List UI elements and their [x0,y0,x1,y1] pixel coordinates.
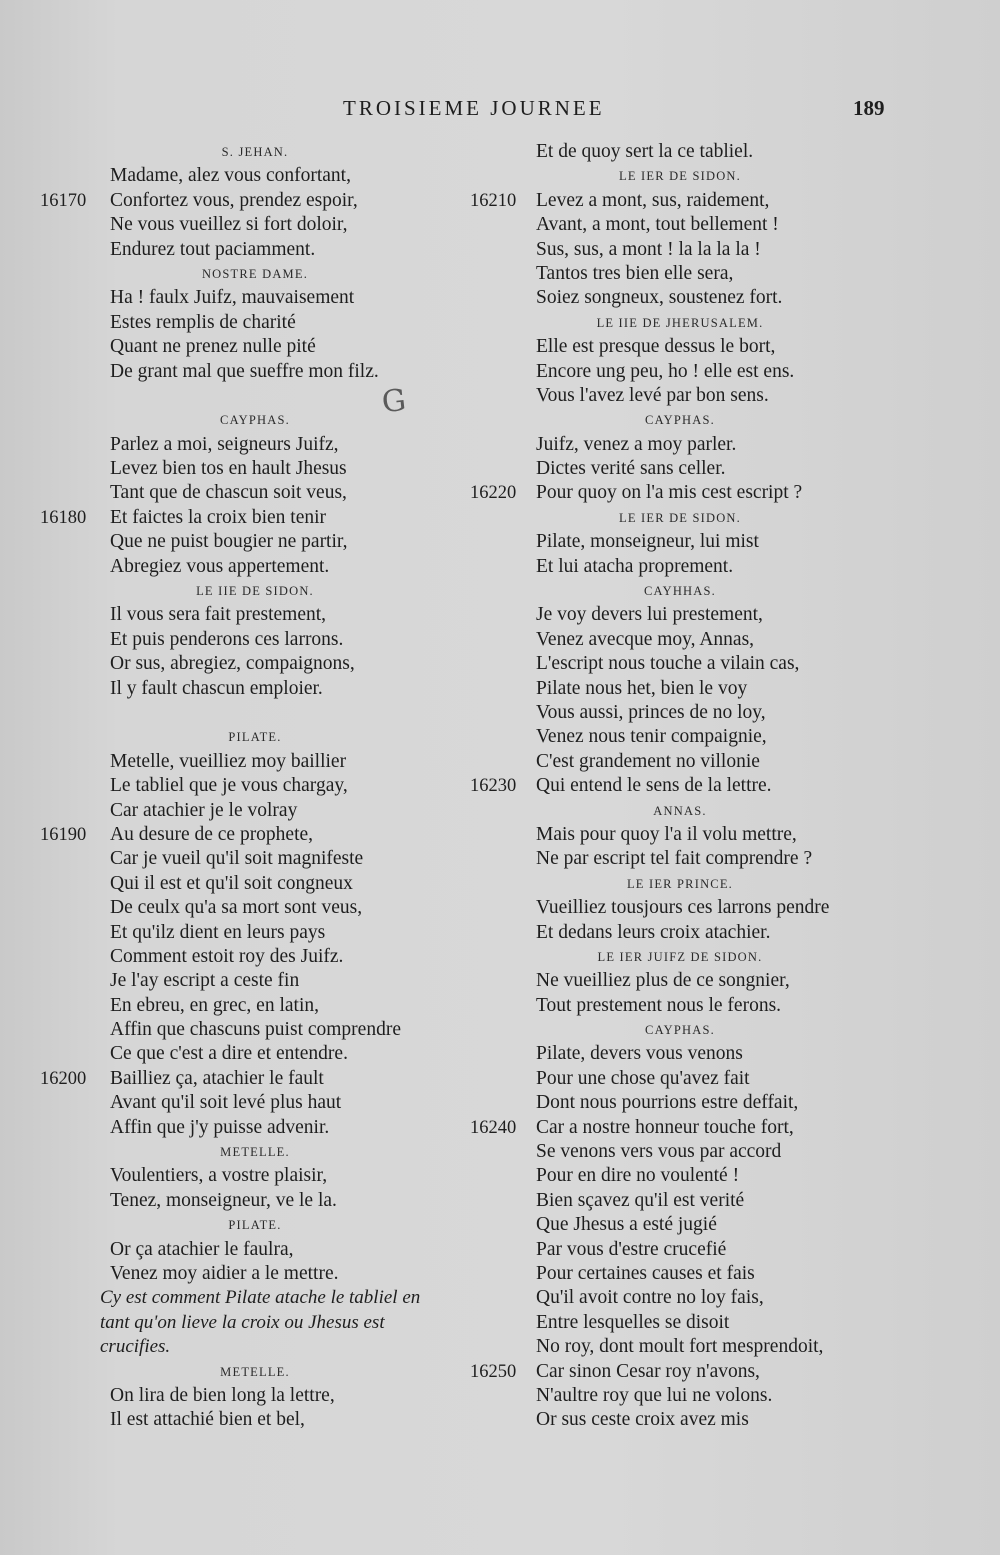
stage-direction [40,1311,470,1335]
line-text: Parlez a moi, seigneurs Juifz, [110,433,339,455]
verse-line [470,969,890,993]
line-text: Pour quoy on l'a mis cest escript ? [536,482,803,504]
verse-line [470,725,890,749]
line-text: Au desure de ce prophete, [110,823,314,845]
line-text: Entre lesquelles se disoit [536,1311,730,1333]
page-header [0,96,1000,126]
verse-line [40,433,470,457]
verse-line [470,750,890,774]
line-text: Il y fault chascun emploier. [110,677,323,699]
line-text: METELLE. [220,1364,290,1379]
line-text: Pilate, devers vous venons [536,1043,743,1065]
line-text: Et dedans leurs croix atachier. [536,921,771,943]
line-text: Il est attachié bien et bel, [110,1409,305,1431]
line-text: Pour une chose qu'avez fait [536,1067,750,1089]
verse-line [470,433,890,457]
line-text: Et puis penderons ces larrons. [110,628,344,650]
line-text: Metelle, vueilliez moy baillier [110,750,347,772]
verse-line [470,774,890,798]
verse-line [470,384,890,408]
speaker-name [470,945,890,969]
line-text: C'est grandement no villonie [536,750,760,772]
line-text: LE IER PRINCE. [626,876,734,891]
line-text: Et qu'ilz dient en leurs pays [110,921,326,943]
line-text: LE IIE DE SIDON. [196,584,314,599]
verse-line [470,213,890,237]
line-text: Car je vueil qu'il soit magnifeste [110,848,364,870]
line-text: Car atachier je le volray [110,799,298,821]
line-text: Que Jhesus a esté jugié [536,1214,717,1236]
verse-line [40,1384,470,1408]
line-number: 16250 [470,1361,517,1382]
line-text: Elle est presque dessus le bort, [536,336,776,358]
line-text: PILATE. [228,730,282,745]
line-text: Bailliez ça, atachier le fault [110,1067,324,1089]
line-text: NOSTRE DAME. [201,266,309,281]
verse-line [40,1091,470,1115]
verse-line [470,457,890,481]
line-text: Affin que chascuns puist comprendre [110,1019,401,1041]
stage-direction [40,1286,470,1310]
line-text: En ebreu, en grec, en latin, [110,994,319,1016]
verse-line [40,213,470,237]
line-text: Endurez tout paciamment. [110,238,316,260]
verse-line [470,1408,890,1432]
line-text: Vueilliez tousjours ces larrons pendre [536,897,830,919]
line-number: 16220 [470,483,517,504]
line-text: LE IIE DE JHERUSALEM. [596,315,764,330]
line-text: Voulentiers, a vostre plaisir, [110,1165,328,1187]
verse-line [40,750,470,774]
verse-line [40,799,470,823]
verse-line [470,603,890,627]
verse-line [470,1116,890,1140]
line-text: Affin que j'y puisse advenir. [110,1116,330,1138]
line-text: CAYPHAS. [645,1023,715,1038]
verse-line [470,360,890,384]
right-column [470,140,890,1433]
verse-line [40,555,470,579]
verse-line [470,921,890,945]
verse-line [470,701,890,725]
line-text: Qui il est et qu'il soit congneux [110,872,353,894]
speaker-name [40,725,470,749]
line-text: Je l'ay escript a ceste fin [110,970,300,992]
verse-line [470,1140,890,1164]
verse-line [40,457,470,481]
line-text: Avant, a mont, tout bellement ! [536,214,779,236]
verse-line [40,1018,470,1042]
line-text: Tant que de chascun soit veus, [110,482,347,504]
verse-line [40,1262,470,1286]
line-text: LE IER JUIFZ DE SIDON. [597,949,763,964]
line-text: PILATE. [228,1218,282,1233]
line-text: Qu'il avoit contre no loy fais, [536,1287,764,1309]
line-text: Dictes verité sans celler. [536,458,726,480]
verse-line [470,189,890,213]
line-text: Tenez, monseigneur, ve le la. [110,1189,337,1211]
line-text: ANNAS. [653,803,707,818]
speaker-name [40,1140,470,1164]
verse-line [40,628,470,652]
speaker-name [470,164,890,188]
line-text: Le tabliel que je vous chargay, [110,775,348,797]
line-text: Levez bien tos en hault Jhesus [110,458,347,480]
line-text: Encore ung peu, ho ! elle est ens. [536,360,795,382]
stage-direction [40,1335,470,1359]
line-text: Vous l'avez levé par bon sens. [536,384,769,406]
verse-line [40,847,470,871]
verse-line [40,1408,470,1432]
verse-line [470,896,890,920]
speaker-name [470,579,890,603]
verse-line [470,481,890,505]
line-number: 16210 [470,190,517,211]
line-text: Pilate nous het, bien le voy [536,677,748,699]
line-text: Car a nostre honneur touche fort, [536,1116,794,1138]
line-text: Et de quoy sert la ce tabliel. [536,141,754,162]
verse-line [40,969,470,993]
line-text: Qui entend le sens de la lettre. [536,775,772,797]
verse-line [470,140,890,164]
line-text: Vous aussi, princes de no loy, [536,701,766,723]
line-text: Soiez songneux, soustenez fort. [536,287,783,309]
speaker-name [470,506,890,530]
verse-line [470,1213,890,1237]
speaker-name [40,1213,470,1237]
line-number: 16170 [40,190,87,211]
verse-line [470,1164,890,1188]
verse-line [40,774,470,798]
speaker-name [40,1360,470,1384]
line-text: Levez a mont, sus, raidement, [536,189,770,211]
line-text: Pour en dire no voulenté ! [536,1165,740,1187]
verse-line [40,311,470,335]
line-text: CAYPHAS. [220,413,290,428]
line-text: Madame, alez vous confortant, [110,165,351,187]
verse-line [40,164,470,188]
verse-line [470,1384,890,1408]
verse-line [40,677,470,701]
verse-line [40,189,470,213]
line-text: Juifz, venez a moy parler. [536,433,737,455]
line-text: S. JEHAN. [221,145,289,159]
verse-line [40,823,470,847]
verse-line [40,603,470,627]
verse-line [470,1335,890,1359]
line-text: Ne par escript tel fait comprendre ? [536,848,813,870]
speaker-name [470,872,890,896]
line-text: Or ça atachier le faulra, [110,1238,294,1260]
line-text: Abregiez vous appertement. [110,555,330,577]
speaker-name [40,262,470,286]
line-text: Estes remplis de charité [110,311,296,333]
verse-line [470,1360,890,1384]
verse-line [470,1286,890,1310]
line-number: 16240 [470,1117,517,1138]
left-column [40,140,470,1433]
spacer [40,701,470,725]
verse-line [470,823,890,847]
speaker-name [470,408,890,432]
verse-line [470,335,890,359]
line-text: Ce que c'est a dire et entendre. [110,1043,348,1065]
line-text: Bien sçavez qu'il est verité [536,1189,745,1211]
verse-line [40,360,470,384]
verse-line [470,530,890,554]
verse-line [40,286,470,310]
verse-line [40,1042,470,1066]
line-text: Ne vueilliez plus de ce songnier, [536,970,790,992]
verse-line [40,872,470,896]
verse-line [470,628,890,652]
speaker-name [40,579,470,603]
line-text: Dont nous pourrions estre deffait, [536,1092,799,1114]
verse-line [470,1042,890,1066]
line-text: Et lui atacha proprement. [536,555,734,577]
line-text: Venez moy aidier a le mettre. [110,1262,339,1284]
verse-line [470,1189,890,1213]
line-text: N'aultre roy que lui ne volons. [536,1384,773,1406]
line-text: No roy, dont moult fort mesprendoit, [536,1336,824,1358]
running-title: TROISIEME JOURNEE [343,96,605,120]
line-text: Cy est comment Pilate atache le tabliel en [100,1287,421,1309]
verse-line [470,555,890,579]
line-text: Comment estoit roy des Juifz. [110,945,344,967]
line-text: L'escript nous touche a vilain cas, [536,653,800,675]
line-text: METELLE. [220,1145,290,1160]
line-text: CAYPHAS. [645,413,715,428]
line-text: Se venons vers vous par accord [536,1141,782,1163]
verse-line [40,945,470,969]
line-text: Que ne puist bougier ne partir, [110,531,348,553]
speaker-name [40,140,470,164]
line-text: Par vous d'estre crucefié [536,1238,727,1260]
verse-line [470,1067,890,1091]
verse-line [40,896,470,920]
verse-line [470,1091,890,1115]
line-text: Pour certaines causes et fais [536,1262,755,1284]
line-text: Tout prestement nous le ferons. [536,994,782,1016]
page-number: 189 [853,96,885,120]
line-number: 16190 [40,824,87,845]
verse-line [470,1311,890,1335]
verse-line [470,238,890,262]
verse-line [470,1262,890,1286]
speaker-name [470,311,890,335]
verse-line [40,921,470,945]
speaker-name [470,799,890,823]
line-text: Pilate, monseigneur, lui mist [536,531,759,553]
line-text: Venez nous tenir compaignie, [536,726,767,748]
verse-line [470,262,890,286]
line-text: tant qu'on lieve la croix ou Jhesus est [100,1311,385,1333]
verse-line [470,847,890,871]
line-text: Je voy devers lui prestement, [536,604,763,626]
verse-line [40,335,470,359]
verse-line [40,481,470,505]
pencil-annotation-mark: G [380,382,408,421]
verse-line [40,1164,470,1188]
verse-line [470,652,890,676]
line-text: crucifies. [100,1336,171,1358]
verse-line [40,1116,470,1140]
line-text: Mais pour quoy l'a il volu mettre, [536,823,797,845]
verse-line [40,1189,470,1213]
line-text: Avant qu'il soit levé plus haut [110,1092,342,1114]
verse-line [470,286,890,310]
line-text: Quant ne prenez nulle pité [110,336,316,358]
line-text: CAYHHAS. [643,584,716,599]
line-text: Ha ! faulx Juifz, mauvaisement [110,287,355,309]
verse-line [470,677,890,701]
line-text: Or sus ceste croix avez mis [536,1409,749,1431]
verse-line [40,652,470,676]
line-text: Or sus, abregiez, compaignons, [110,653,355,675]
line-text: Et faictes la croix bien tenir [110,506,327,528]
verse-line [470,994,890,1018]
line-text: De grant mal que sueffre mon filz. [110,360,379,382]
line-number: 16200 [40,1068,87,1089]
line-text: LE IER DE SIDON. [619,169,741,184]
verse-line [40,530,470,554]
verse-line [40,1067,470,1091]
speaker-name [470,1018,890,1042]
verse-line [40,1238,470,1262]
line-text: Sus, sus, a mont ! la la la la ! [536,238,761,260]
line-text: Car sinon Cesar roy n'avons, [536,1360,760,1382]
line-text: On lira de bien long la lettre, [110,1384,335,1406]
line-number: 16230 [470,776,517,797]
line-text: Ne vous vueillez si fort doloir, [110,214,348,236]
line-text: Il vous sera fait prestement, [110,604,327,626]
line-text: LE IER DE SIDON. [619,510,741,525]
line-text: Tantos tres bien elle sera, [536,262,734,284]
verse-line [40,994,470,1018]
line-text: Confortez vous, prendez espoir, [110,189,358,211]
verse-line [40,506,470,530]
line-text: De ceulx qu'a sa mort sont veus, [110,897,363,919]
line-text: Venez avecque moy, Annas, [536,628,755,650]
verse-line [470,1238,890,1262]
line-number: 16180 [40,507,87,528]
verse-line [40,238,470,262]
